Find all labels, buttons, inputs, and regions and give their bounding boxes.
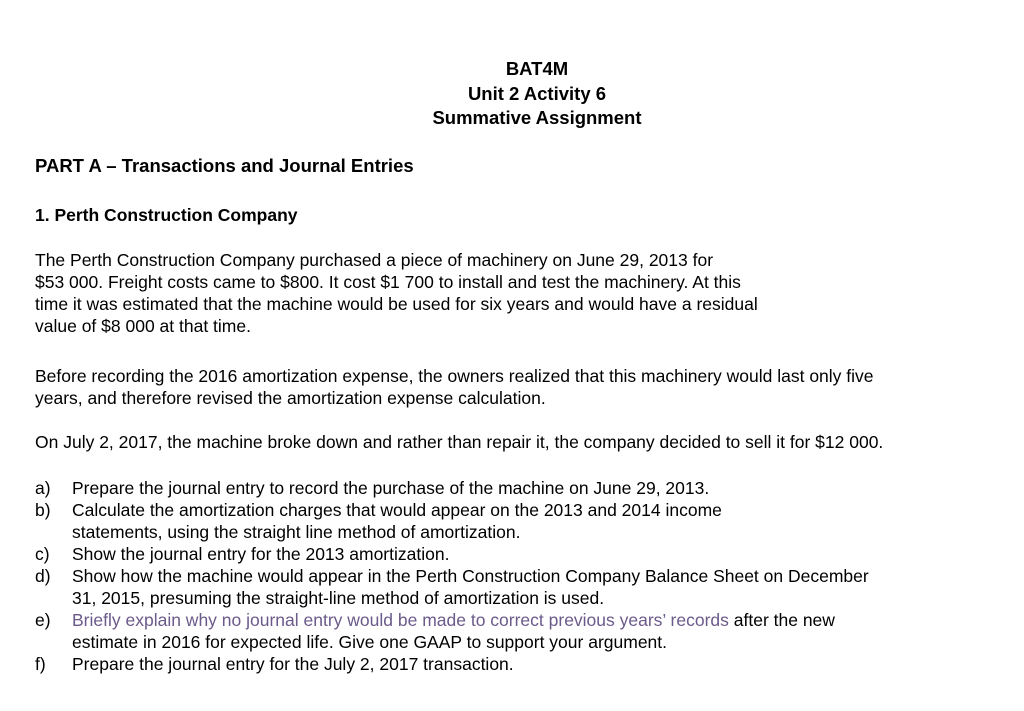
question-title: 1. Perth Construction Company [35,205,298,225]
task-line-rest: after the new [728,610,835,630]
task-line-faded: Briefly explain why no journal entry would be made to correct previous years’ records [72,610,729,630]
paragraph-line: On July 2, 2017, the machine broke down and rather than repair it, the company decided to sell it for $12 000. [35,432,884,452]
task-line: Calculate the amortization charges that would appear on the 2013 and 2014 income [72,500,722,520]
task-item [35,499,869,543]
task-line: 31, 2015, presuming the straight-line method of amortization is used. [72,588,605,608]
task-item [35,543,869,565]
task-item [35,609,869,653]
task-marker: c) [35,544,50,564]
task-line: statements, using the straight line method of amortization. [72,522,521,542]
sale-paragraph [35,431,883,453]
paragraph-line: value of $8 000 at that time. [35,316,251,336]
paragraph-line: time it was estimated that the machine would be used for six years and would have a residual [35,294,758,314]
paragraph-line: Before recording the 2016 amortization expense, the owners realized that this machinery would last only five [35,366,874,386]
task-item [35,477,869,499]
assignment-title: Summative Assignment [432,107,642,128]
task-item [35,653,869,675]
task-line: Show the journal entry for the 2013 amortization. [72,544,450,564]
task-marker: a) [35,478,51,498]
task-item [35,565,869,609]
task-list [35,477,869,675]
part-title: PART A – Transactions and Journal Entries [35,155,414,176]
activity-title: Unit 2 Activity 6 [467,82,607,104]
revision-paragraph [35,365,874,409]
scenario-paragraph [35,249,758,337]
task-line [72,609,869,631]
paragraph-line: $53 000. Freight costs came to $800. It cost $1 700 to install and test the machinery. At this [35,272,741,292]
course-code: BAT4M [505,58,569,79]
task-line: Show how the machine would appear in the Perth Construction Company Balance Sheet on December [72,566,869,586]
task-marker: f) [35,654,46,674]
task-marker: b) [35,500,51,520]
task-line: Prepare the journal entry to record the purchase of the machine on June 29, 2013. [72,478,710,498]
paragraph-line: years, and therefore revised the amortization expense calculation. [35,388,546,408]
paragraph-line: The Perth Construction Company purchased a piece of machinery on June 29, 2013 for [35,250,714,270]
task-marker: e) [35,610,51,630]
task-line: Prepare the journal entry for the July 2, 2017 transaction. [72,654,514,674]
task-marker: d) [35,566,51,586]
document-header [0,57,1024,131]
task-line: estimate in 2016 for expected life. Give one GAAP to support your argument. [72,632,668,652]
